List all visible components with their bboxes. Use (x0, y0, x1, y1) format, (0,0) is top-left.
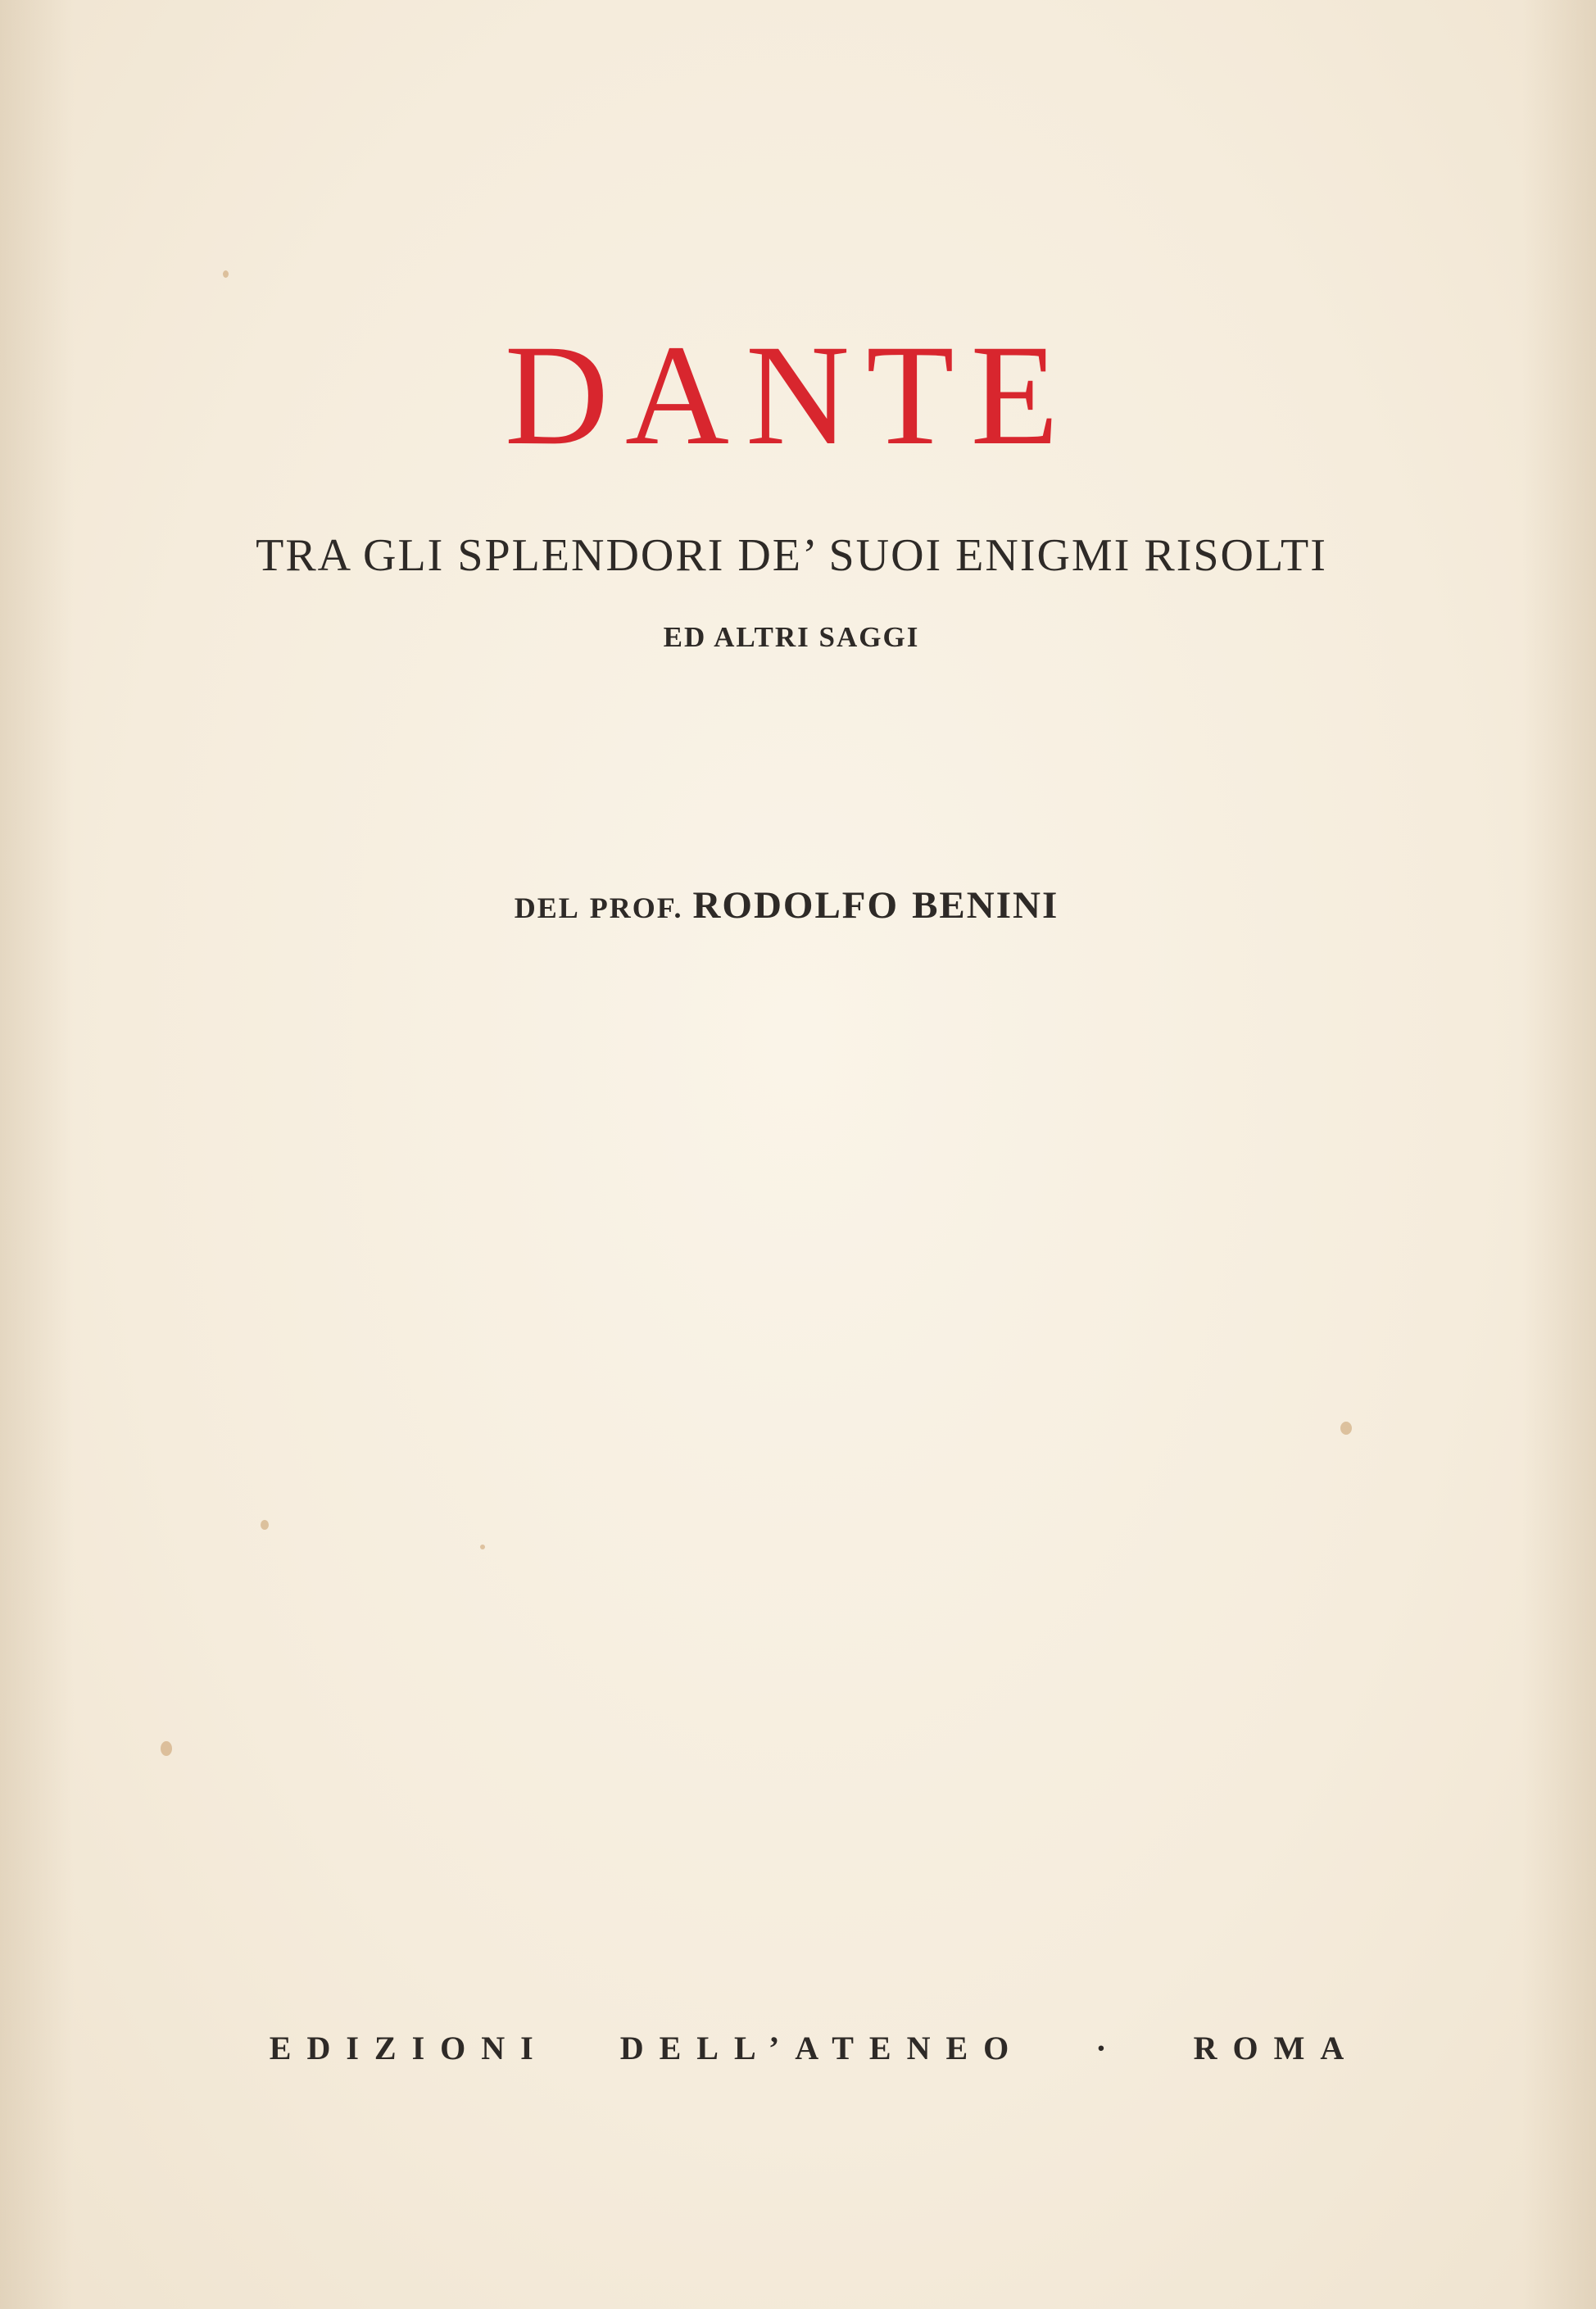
foxing-spot (1340, 1422, 1352, 1435)
author-first-name: RODOLFO (692, 884, 900, 927)
author-prefix-prof: PROF. (589, 891, 683, 924)
foxing-spot (480, 1545, 485, 1549)
author-prefix-del: DEL (514, 891, 580, 924)
foxing-spot (223, 270, 229, 278)
publisher-line (16, 2032, 1596, 2065)
publisher-edizioni: EDIZIONI (269, 2030, 549, 2066)
publisher-city: ROMA (1193, 2030, 1360, 2066)
book-subtitle-secondary: ED ALTRI SAGGI (663, 621, 920, 653)
foxing-spot (161, 1741, 172, 1756)
publisher-name: DELL’ATENEO (619, 2030, 1025, 2066)
book-subtitle: TRA GLI SPLENDORI DE’ SUOI ENIGMI RISOLTI (256, 530, 1327, 581)
foxing-spot (261, 1520, 269, 1530)
book-title: DANTE (504, 315, 1076, 475)
author-last-name: BENINI (912, 884, 1059, 927)
author-line (0, 884, 1585, 927)
publisher-separator: · (1095, 2030, 1122, 2066)
